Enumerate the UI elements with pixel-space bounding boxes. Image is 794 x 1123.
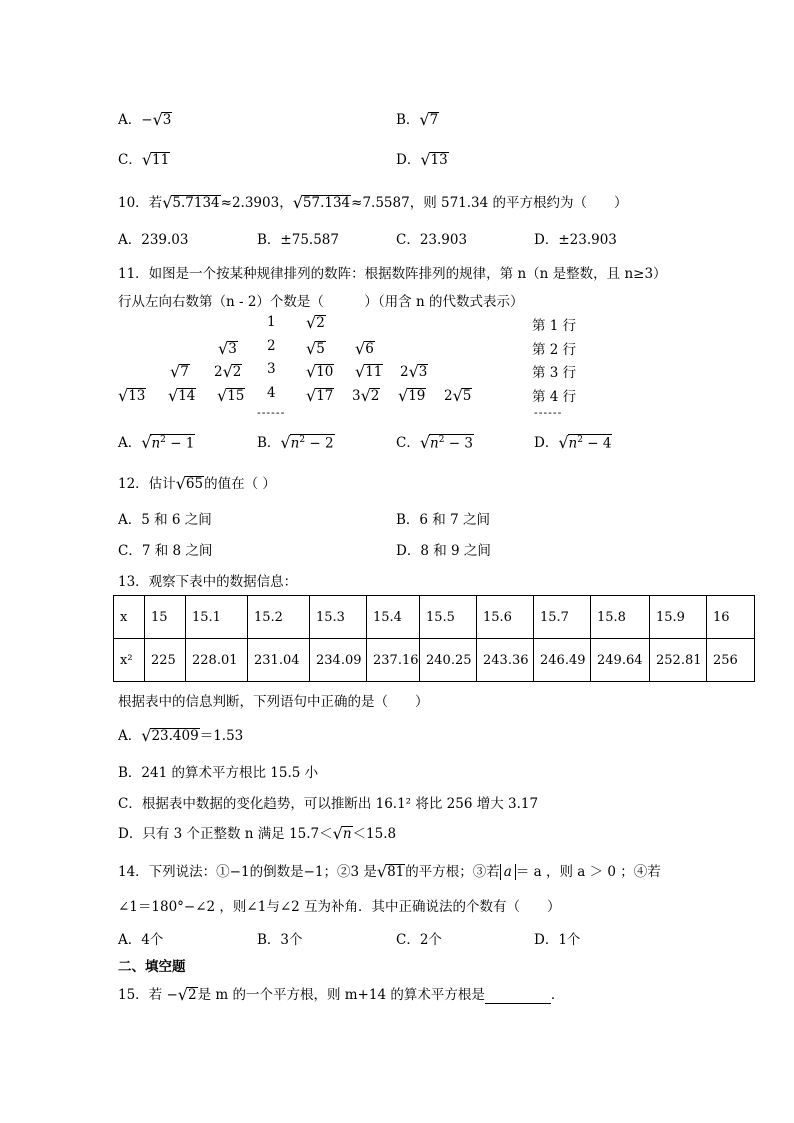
- section-title: 二、填空题: [118, 959, 186, 975]
- abs-value-a: a: [500, 864, 516, 880]
- array-cell: 3√2: [352, 386, 380, 405]
- table-cell: 15.5: [420, 596, 477, 639]
- table-cell: 237.16: [367, 639, 420, 682]
- q11-stem-line1: 11．如图是一个按某种规律排列的数阵：根据数阵排列的规律，第 n（n 是整数，且 n≥3）: [118, 266, 667, 282]
- array-cell: √19: [398, 386, 426, 405]
- q11-option-a[interactable]: A．$√n^2 - 1$: [118, 433, 195, 452]
- table-cell: 15.7: [534, 596, 591, 639]
- table-cell: 15.2: [248, 596, 310, 639]
- table-cell: x: [114, 596, 145, 639]
- table-cell: 231.04: [248, 639, 310, 682]
- q13-option-c[interactable]: C．根据表中数据的变化趋势，可以推断出 16.1² 将比 256 增大 3.17: [118, 796, 539, 812]
- q11-option-b[interactable]: B．$√n^2 - 2$: [257, 433, 334, 452]
- array-cell: √5: [306, 339, 325, 358]
- table-cell: 15.6: [477, 596, 534, 639]
- array-cell: 1: [267, 314, 276, 330]
- array-cell: √10: [306, 362, 334, 381]
- option-label: D．: [396, 152, 421, 168]
- q10-approx1: ≈2.3903，: [220, 195, 293, 211]
- q9-option-b[interactable]: [396, 108, 439, 129]
- answer-blank[interactable]: [485, 989, 551, 1004]
- sqrt-5-7134: √5.7134: [162, 193, 220, 212]
- table-cell: 15.4: [367, 596, 420, 639]
- q14-option-a[interactable]: A．4个: [118, 932, 164, 948]
- table-cell: 15.8: [591, 596, 650, 639]
- table-cell: 15: [145, 596, 186, 639]
- sqrt-7: √7: [419, 110, 439, 129]
- sqrt-11: √11: [141, 150, 170, 169]
- row-label: 第 4 行: [532, 389, 577, 405]
- q10-option-b[interactable]: B．±75.587: [257, 232, 339, 248]
- array-dots: ------: [257, 406, 286, 419]
- q10-prefix: 10．若: [118, 195, 163, 211]
- table-cell: 256: [707, 639, 755, 682]
- q13-option-b[interactable]: B．241 的算术平方根比 15.5 小: [118, 765, 319, 781]
- q11-option-d[interactable]: D．$√n^2 - 4$: [534, 433, 612, 452]
- q10-option-d[interactable]: D．±23.903: [534, 232, 617, 248]
- q12-option-b[interactable]: B．6 和 7 之间: [396, 512, 490, 528]
- table-cell: 252.81: [650, 639, 707, 682]
- table-cell: 249.64: [591, 639, 650, 682]
- array-cell: √2: [306, 313, 325, 332]
- row-label: 第 1 行: [532, 318, 577, 334]
- q14-option-c[interactable]: C．2个: [396, 932, 442, 948]
- table-row: [114, 596, 755, 639]
- option-label: C．: [118, 152, 142, 168]
- array-cell: √3: [218, 339, 237, 358]
- q14-option-b[interactable]: B．3个: [257, 932, 303, 948]
- q10-approx2: ≈7.5587，则 571.34 的平方根约为（ ）: [351, 195, 628, 211]
- squares-table: [113, 595, 755, 682]
- table-cell: 15.1: [186, 596, 248, 639]
- table-cell: 246.49: [534, 639, 591, 682]
- table-cell: 228.01: [186, 639, 248, 682]
- table-cell: 16: [707, 596, 755, 639]
- sqrt-57-134: √57.134: [292, 193, 351, 212]
- array-cell: 2: [267, 338, 276, 354]
- q9-option-a[interactable]: [118, 108, 172, 129]
- q14-stem-line1: 14．下列说法：①−1的倒数是−1；②3 是√81的平方根；③若 a ＝ a ，则 a ＞ 0 ；④若: [118, 862, 661, 881]
- array-cell: 4: [267, 385, 276, 401]
- row-label-dots: ------: [534, 406, 563, 419]
- q11-stem-line2: 行从左向右数第（n - 2）个数是（ ）（用含 n 的代数式表示）: [118, 294, 524, 310]
- q13-question: 根据表中的信息判断，下列语句中正确的是（ ）: [118, 694, 429, 710]
- q12-option-c[interactable]: C．7 和 8 之间: [118, 543, 213, 559]
- q13-option-a[interactable]: A．√23.409＝1.53: [118, 726, 244, 745]
- option-label: B．: [396, 112, 420, 128]
- q10-stem: [118, 191, 628, 212]
- q13-option-d[interactable]: D．只有 3 个正整数 n 满足 15.7＜√n＜15.8: [118, 824, 397, 843]
- q11-option-c[interactable]: C．$√n^2 - 3$: [396, 433, 473, 452]
- table-cell: 234.09: [310, 639, 367, 682]
- array-cell: √6: [355, 339, 374, 358]
- array-cell: √14: [168, 386, 196, 405]
- sqrt-13: √13: [420, 150, 448, 169]
- array-cell: 2√3: [400, 362, 428, 381]
- q14-stem-line2: ∠1＝180°−∠2 ，则∠1与∠2 互为补角．其中正确说法的个数有（ ）: [118, 899, 561, 915]
- q14-option-d[interactable]: D．1个: [534, 932, 581, 948]
- array-cell: √7: [170, 362, 189, 381]
- option-label: A．: [118, 112, 142, 128]
- table-cell: 243.36: [477, 639, 534, 682]
- array-cell: √13: [118, 386, 146, 405]
- array-cell: 2√2: [214, 362, 242, 381]
- q9-option-d[interactable]: [396, 148, 449, 169]
- table-cell: 15.3: [310, 596, 367, 639]
- q10-option-c[interactable]: C．23.903: [396, 232, 468, 248]
- table-cell: x²: [114, 639, 145, 682]
- table-cell: 15.9: [650, 596, 707, 639]
- q12-option-d[interactable]: D．8 和 9 之间: [396, 543, 491, 559]
- minus-sign: −: [141, 112, 153, 128]
- array-cell: √15: [217, 386, 245, 405]
- q9-option-c[interactable]: [118, 148, 170, 169]
- q10-option-a[interactable]: A．239.03: [118, 232, 189, 248]
- q12-option-a[interactable]: A．5 和 6 之间: [118, 512, 212, 528]
- q13-title: 13．观察下表中的数据信息：: [118, 574, 298, 590]
- array-cell: 2√5: [444, 386, 472, 405]
- table-cell: 240.25: [420, 639, 477, 682]
- q12-stem: 12．估计√65的值在（ ）: [118, 474, 276, 493]
- sqrt-3: √3: [152, 110, 172, 129]
- row-label: 第 2 行: [532, 342, 577, 358]
- table-row: [114, 639, 755, 682]
- array-cell: √11: [355, 362, 383, 381]
- array-cell: √17: [306, 386, 334, 405]
- array-cell: 3: [267, 361, 276, 377]
- q15-stem: 15．若 −√2是 m 的一个平方根，则 m+14 的算术平方根是 ．: [118, 985, 565, 1004]
- row-label: 第 3 行: [532, 365, 577, 381]
- table-cell: 225: [145, 639, 186, 682]
